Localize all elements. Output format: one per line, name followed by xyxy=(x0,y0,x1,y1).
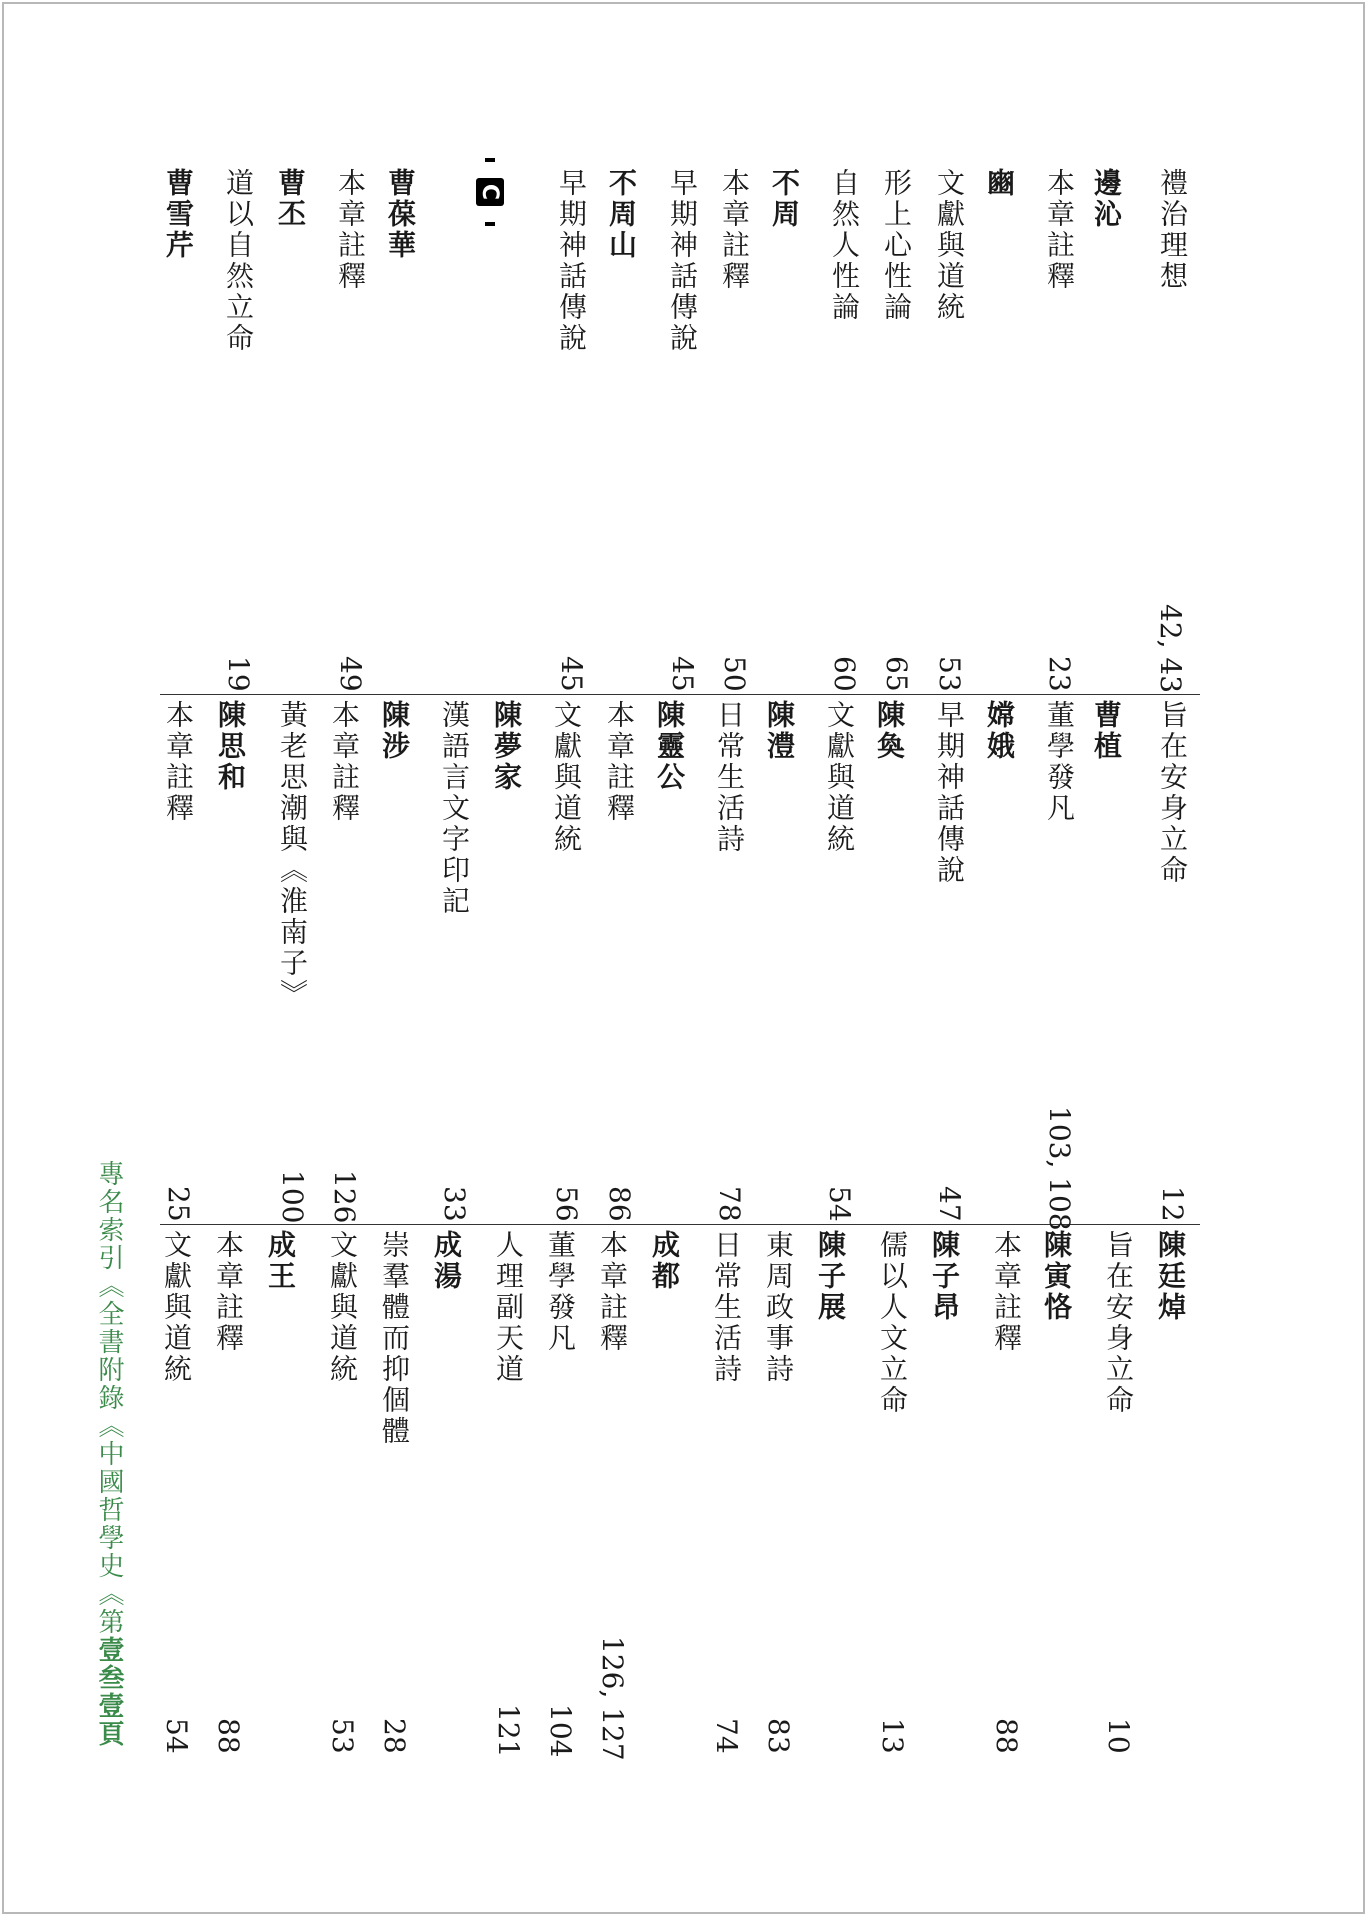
page-number: 126, 127 xyxy=(596,1636,629,1761)
index-heading: 陳澧 xyxy=(763,700,796,762)
page-number: 45 xyxy=(555,656,588,692)
index-heading: 曹雪芹 xyxy=(162,168,195,261)
page-number: 53 xyxy=(933,656,966,692)
page-number: 53 xyxy=(326,1718,359,1754)
index-entry: 文獻與道統 xyxy=(933,168,966,323)
footer-page-number: 壹叁壹頁 xyxy=(94,1636,124,1748)
index-entry: 本章註釋 xyxy=(328,700,361,824)
page-number: 49 xyxy=(334,656,367,692)
index-entry: 禮治理想 xyxy=(1156,168,1189,292)
page-number: 28 xyxy=(378,1718,411,1754)
index-entry: 旨在安身立命 xyxy=(1156,700,1189,886)
page-number: 45 xyxy=(666,656,699,692)
index-entry: 本章註釋 xyxy=(162,700,195,824)
page-number: 19 xyxy=(222,656,255,692)
page-number: 83 xyxy=(762,1718,795,1754)
index-entry: 董學發凡 xyxy=(1043,700,1076,824)
index-entry: 儒以人文立命 xyxy=(876,1230,909,1416)
index-entry: 本章註釋 xyxy=(718,168,751,292)
index-entry: 本章註釋 xyxy=(1043,168,1076,292)
index-entry: 文獻與道統 xyxy=(823,700,856,855)
page-number: 103, 108 xyxy=(1043,1106,1076,1231)
index-entry: 人理副天道 xyxy=(492,1230,525,1385)
index-heading: 陳子展 xyxy=(814,1230,847,1323)
index-heading: 不周山 xyxy=(605,168,638,261)
page-number: 10 xyxy=(1102,1718,1135,1754)
index-entry: 自然人性論 xyxy=(828,168,861,323)
index-entry: 文獻與道統 xyxy=(326,1230,359,1385)
index-heading: 陳廷焯 xyxy=(1154,1230,1187,1323)
divider-line xyxy=(160,694,1200,695)
page-number: 54 xyxy=(823,1186,856,1222)
page-number: 74 xyxy=(710,1718,743,1754)
index-heading: 不周 xyxy=(768,168,801,230)
page-number: 88 xyxy=(212,1718,245,1754)
index-entry: 道以自然立命 xyxy=(222,168,255,354)
page-number: 54 xyxy=(160,1718,193,1754)
index-heading: 陳思和 xyxy=(214,700,247,793)
index-heading: 陳夢家 xyxy=(490,700,523,793)
index-heading: 陳寅恪 xyxy=(1040,1230,1073,1323)
index-entry: 形上心性論 xyxy=(880,168,913,323)
section-letter: C xyxy=(476,178,504,206)
page-number: 86 xyxy=(603,1186,636,1222)
page-number: 50 xyxy=(718,656,751,692)
page-number: 25 xyxy=(162,1186,195,1222)
index-entry: 日常生活詩 xyxy=(710,1230,743,1385)
index-heading: 陳子昂 xyxy=(928,1230,961,1323)
page-number: 47 xyxy=(933,1186,966,1222)
index-entry: 漢語言文字印記 xyxy=(438,700,471,917)
page-number: 121 xyxy=(492,1704,525,1758)
page-number: 78 xyxy=(713,1186,746,1222)
index-entry: 旨在安身立命 xyxy=(1102,1230,1135,1416)
index-entry: 本章註釋 xyxy=(596,1230,629,1354)
index-heading: 嫦娥 xyxy=(983,700,1016,762)
index-entry: 早期神話傳說 xyxy=(933,700,966,886)
page-number: 56 xyxy=(550,1186,583,1222)
index-heading: 陳涉 xyxy=(378,700,411,762)
page-number: 23 xyxy=(1043,656,1076,692)
section-letter-marker xyxy=(474,158,506,248)
page-number: 100 xyxy=(276,1170,309,1224)
page-number: 12 xyxy=(1156,1186,1189,1222)
index-heading: 成王 xyxy=(264,1230,297,1292)
index-entry: 本章註釋 xyxy=(603,700,636,824)
index-heading: 成都 xyxy=(648,1230,681,1292)
index-heading: 曹丕 xyxy=(274,168,307,230)
index-entry: 日常生活詩 xyxy=(713,700,746,855)
page-number: 13 xyxy=(876,1718,909,1754)
index-entry: 本章註釋 xyxy=(212,1230,245,1354)
index-heading: 邊沁 xyxy=(1090,168,1123,230)
index-heading: 曹植 xyxy=(1090,700,1123,762)
page-number: 33 xyxy=(438,1186,471,1222)
page-number: 65 xyxy=(880,656,913,692)
index-entry: 早期神話傳說 xyxy=(666,168,699,354)
page-number: 104 xyxy=(544,1704,577,1758)
index-entry: 早期神話傳說 xyxy=(555,168,588,354)
index-entry: 本章註釋 xyxy=(334,168,367,292)
index-entry: 東周政事詩 xyxy=(762,1230,795,1385)
index-entry: 崇羣體而抑個體 xyxy=(378,1230,411,1447)
running-footer xyxy=(96,1160,122,1748)
page-number: 60 xyxy=(828,656,861,692)
index-heading: 曹葆華 xyxy=(384,168,417,261)
index-heading: 成湯 xyxy=(430,1230,463,1292)
page-number: 126 xyxy=(328,1170,361,1224)
index-entry: 文獻與道統 xyxy=(160,1230,193,1385)
page-number: 88 xyxy=(990,1718,1023,1754)
index-heading: 豳 xyxy=(983,168,1016,199)
index-entry: 文獻與道統 xyxy=(550,700,583,855)
index-entry: 黃老思潮與《淮南子》 xyxy=(276,700,309,1010)
index-entry: 董學發凡 xyxy=(544,1230,577,1354)
page-number: 42, 43 xyxy=(1154,604,1187,694)
index-heading: 陳奐 xyxy=(873,700,906,762)
index-entry: 本章註釋 xyxy=(990,1230,1023,1354)
index-heading: 陳靈公 xyxy=(653,700,686,793)
footer-label: 專名索引《全書附錄《中國哲學史《第 xyxy=(94,1160,124,1636)
